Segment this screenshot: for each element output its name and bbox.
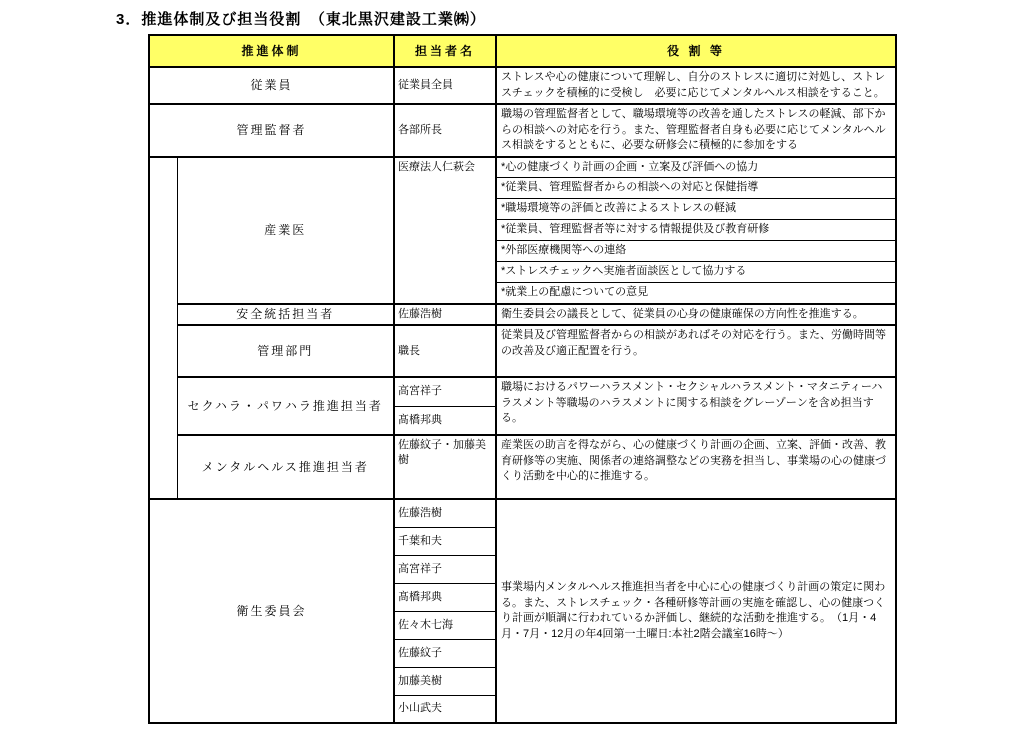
cell-structure-supervisors: 管理監督者 bbox=[149, 104, 394, 157]
cell-structure-harassment: セクハラ・パワハラ推進担当者 bbox=[177, 377, 394, 435]
cell-person-admin-dept: 職長 bbox=[394, 325, 496, 377]
cell-person-safety-manager: 佐藤浩樹 bbox=[394, 304, 496, 326]
cell-person-harassment-1: 高宮祥子 bbox=[394, 377, 496, 406]
promotion-structure-table bbox=[148, 34, 897, 724]
cell-member-8: 小山武夫 bbox=[394, 695, 496, 723]
cell-structure-committee: 衛生委員会 bbox=[149, 499, 394, 723]
cell-role-harassment: 職場におけるパワーハラスメント・セクシャルハラスメント・マタニティーハラスメント等職場のハラスメントに関する相談をグレーゾーンを含め担当する。 bbox=[496, 377, 896, 435]
cell-role-physician-5: *外部医療機関等への連絡 bbox=[496, 241, 896, 262]
cell-structure-physician: 産業医 bbox=[177, 157, 394, 304]
cell-person-harassment-2: 髙橋邦典 bbox=[394, 406, 496, 435]
cell-role-physician-6: *ストレスチェックへ実施者面談医として協力する bbox=[496, 262, 896, 283]
row-employees bbox=[149, 67, 896, 104]
cell-role-physician-4: *従業員、管理監督者等に対する情報提供及び教育研修 bbox=[496, 220, 896, 241]
cell-member-1: 佐藤浩樹 bbox=[394, 499, 496, 527]
cell-structure-admin-dept: 管理部門 bbox=[177, 325, 394, 377]
row-supervisors bbox=[149, 104, 896, 157]
page-title: 3．推進体制及び担当役割 （東北黒沢建設工業㈱） bbox=[116, 11, 486, 28]
header-role: 役 割 等 bbox=[496, 35, 896, 67]
cell-role-employees: ストレスや心の健康について理解し、自分のストレスに適切に対処し、ストレスチェックを積極的に受検し 必要に応じてメンタルヘルス相談をすること。 bbox=[496, 67, 896, 104]
row-admin-dept bbox=[149, 325, 896, 377]
cell-role-safety-manager: 衛生委員会の議長として、従業員の心身の健康確保の方向性を推進する。 bbox=[496, 304, 896, 326]
row-harassment-1 bbox=[149, 377, 896, 406]
row-safety-manager bbox=[149, 304, 896, 326]
cell-role-physician-2: *従業員、管理監督者からの相談への対応と保健指導 bbox=[496, 178, 896, 199]
table-header-row bbox=[149, 35, 896, 67]
header-person: 担当者名 bbox=[394, 35, 496, 67]
cell-member-3: 高宮祥子 bbox=[394, 555, 496, 583]
cell-role-admin-dept: 従業員及び管理監督者からの相談があればその対応を行う。また、労働時間等の改善及び適正配置を行う。 bbox=[496, 325, 896, 377]
cell-member-6: 佐藤紋子 bbox=[394, 639, 496, 667]
row-physician-1 bbox=[149, 157, 896, 178]
cell-role-mental-health: 産業医の助言を得ながら、心の健康づくり計画の企画、立案、評価・改善、教育研修等の実施、関係者の連絡調整などの実務を担当し、事業場の心の健康づくり活動を中心的に推進する。 bbox=[496, 435, 896, 499]
cell-structure-safety-manager: 安全統括担当者 bbox=[177, 304, 394, 326]
cell-person-employees: 従業員全員 bbox=[394, 67, 496, 104]
header-structure: 推進体制 bbox=[149, 35, 394, 67]
cell-role-committee: 事業場内メンタルヘルス推進担当者を中心に心の健康づくり計画の策定に関わる。また、ストレスチェック・各種研修等計画の実施を確認し、心の健康つくり計画が順調に行われているか評価し、継続的な活動を推進する。 （1月・4月・7月・12月の年4回第一土曜日:本社2階会議室16時～） bbox=[496, 499, 896, 723]
cell-person-supervisors: 各部所長 bbox=[394, 104, 496, 157]
cell-member-7: 加藤美樹 bbox=[394, 667, 496, 695]
cell-role-physician-7: *就業上の配慮についての意見 bbox=[496, 283, 896, 304]
cell-role-supervisors: 職場の管理監督者として、職場環境等の改善を通したストレスの軽減、部下からの相談への対応を行う。また、管理監督者自身も必要に応じてメンタルヘルス相談をするとともに、必要な研修会に積極的に参加をする bbox=[496, 104, 896, 157]
cell-structure-employees: 従業員 bbox=[149, 67, 394, 104]
row-committee-1 bbox=[149, 499, 896, 527]
cell-role-physician-3: *職場環境等の評価と改善によるストレスの軽減 bbox=[496, 199, 896, 220]
group-indent-strip bbox=[149, 157, 177, 500]
cell-role-physician-1: *心の健康づくり計画の企画・立案及び評価への協力 bbox=[496, 157, 896, 178]
row-mental-health bbox=[149, 435, 896, 499]
cell-person-mental-health: 佐藤紋子・加藤美樹 bbox=[394, 435, 496, 499]
cell-person-physician: 医療法人仁萩会 bbox=[394, 157, 496, 304]
cell-member-5: 佐々木七海 bbox=[394, 611, 496, 639]
cell-member-4: 髙橋邦典 bbox=[394, 583, 496, 611]
cell-member-2: 千葉和夫 bbox=[394, 527, 496, 555]
cell-structure-mental-health: メンタルヘルス推進担当者 bbox=[177, 435, 394, 499]
